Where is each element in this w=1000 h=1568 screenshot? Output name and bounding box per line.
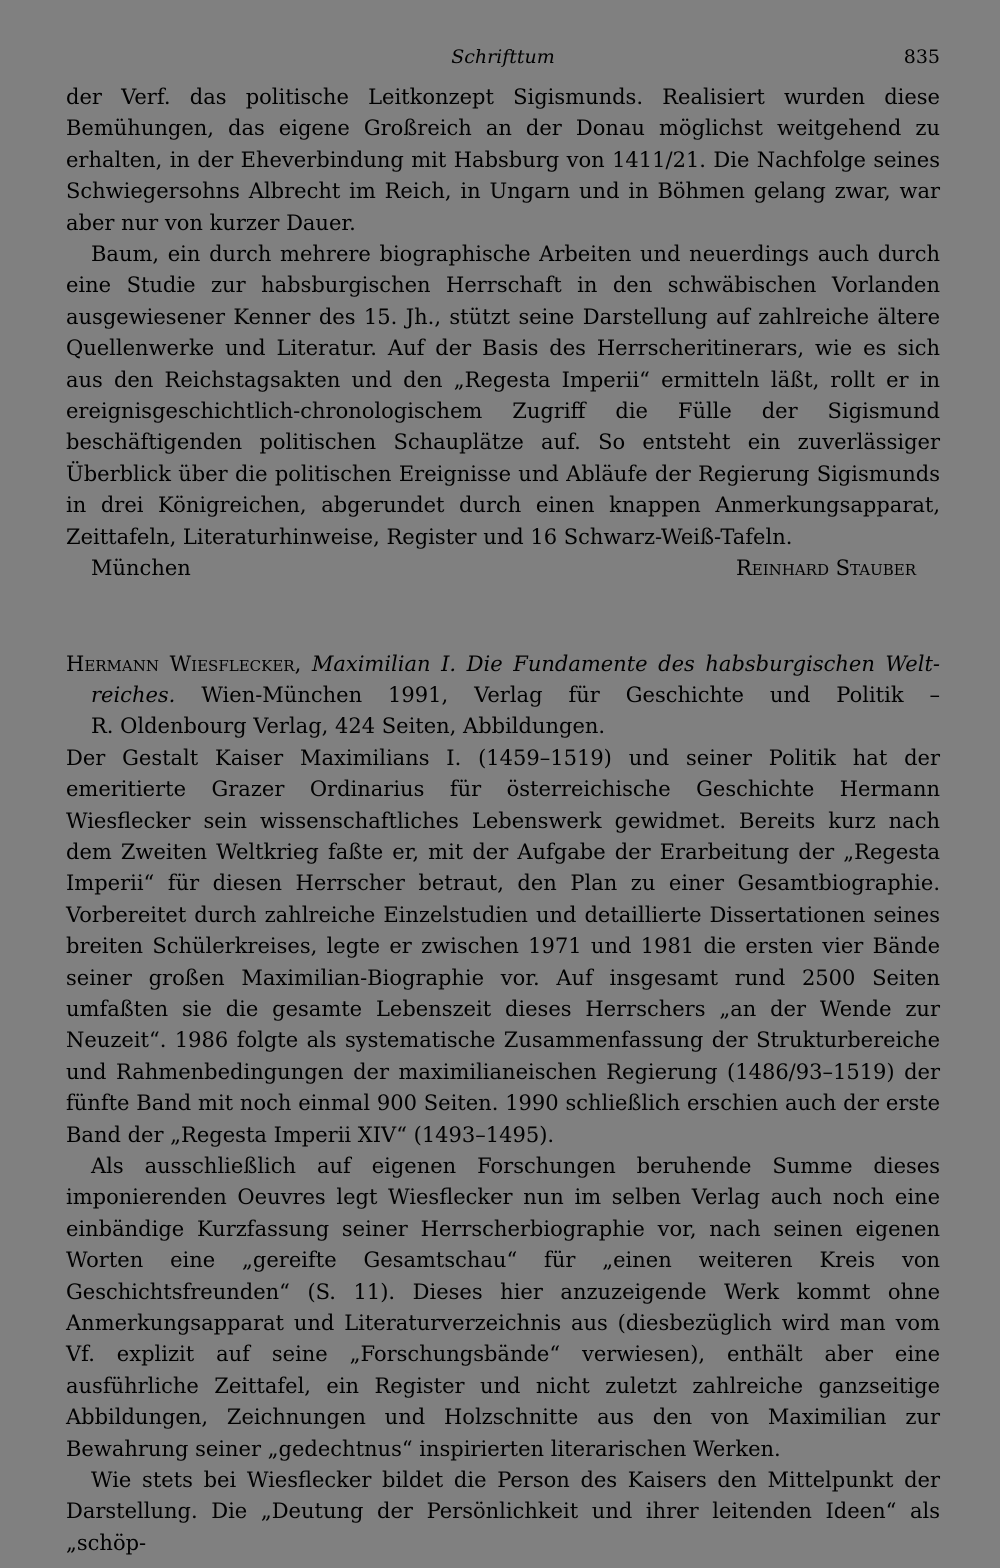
bibliographic-line-1 [66,649,940,680]
signature-reviewer: Reinhard Stauber [735,556,916,581]
signature-place: München [91,556,191,581]
review-signature [66,553,940,584]
first-review-body [66,82,940,553]
second-review-paragraph-3: Wie stets bei Wiesflecker bildet die Person des Kaisers den Mittelpunkt der Darstellung. Die „Deutung der Persönlichkeit und ihrer leitenden Ideen“ als „schöp- [66,1468,940,1555]
publication-details-1: Wien-München 1991, Verlag für Geschichte und Politik – [201,682,940,707]
book-title-part-1: Maximilian I. Die Fundamente des habsburgischen Welt- [311,651,940,676]
running-title: Schrifttum [451,46,555,68]
second-review-body [66,743,940,1560]
page-number: 835 [903,46,940,68]
bibliographic-line-2 [66,680,940,711]
running-header [66,42,940,82]
publication-details-2: R. Oldenbourg Verlag, 424 Seiten, Abbildungen. [91,714,606,739]
first-review-paragraph-1: der Verf. das politische Leitkonzept Sigismunds. Realisiert wurden diese Bemühungen, das eigene Großreich an der Donau möglichst weitgehend zu erhalten, in der Eheverbindung mit Habsburg von 1411/21. Die Nachfolge seines Schwiegersohns Albrecht im Reich, in Ungarn und in Böhmen gelang zwar, war aber nur von kurzer Dauer. [66,85,940,235]
book-author: Hermann Wiesflecker, [66,651,302,676]
second-review-heading [66,649,940,743]
second-review-paragraph-1: Der Gestalt Kaiser Maximilians I. (1459–1519) und seiner Politik hat der emeritierte Grazer Ordinarius für österreichische Geschichte Hermann Wiesflecker sein wissenschaftliches Lebenswerk gewidmet. Bereits kurz nach dem Zweiten Weltkrieg faßte er, mit der Aufgabe der Erarbeitung der „Regesta Imperii“ für diesen Herrscher betraut, den Plan zu einer Gesamtbiographie. Vorbereitet durch zahlreiche Einzelstudien und detaillierte Dissertationen seines breiten Schülerkreises, legte er zwischen 1971 und 1981 die ersten vier Bände seiner großen Maximilian-Biographie vor. Auf insgesamt rund 2500 Seiten umfaßten sie die gesamte Lebenszeit dieses Herrschers „an der Wende zur Neuzeit“. 1986 folgte als systematische Zusammenfassung der Strukturbereiche und Rahmenbedingungen der maximilianeischen Regierung (1486/93–1519) der fünfte Band mit noch einmal 900 Seiten. 1990 schließlich erschien auch der erste Band der „Regesta Imperii XIV“ (1493–1495). [66,745,940,1147]
second-review-paragraph-2: Als ausschließlich auf eigenen Forschungen beruhende Summe dieses imponierenden Oeuvres legt Wiesflecker nun im selben Verlag auch noch eine einbändige Kurzfassung seiner Herrscherbiographie vor, nach seinen eigenen Worten eine „gereifte Gesamtschau“ für „einen weiteren Kreis von Geschichtsfreunden“ (S. 11). Dieses hier anzuzeigende Werk kommt ohne Anmerkungsapparat und Literaturverzeichnis aus (diesbezüglich wird man vom Vf. explizit auf seine „Forschungsbände“ verwiesen), enthält aber eine ausführliche Zeittafel, ein Register und nicht zuletzt zahlreiche ganzseitige Abbildungen, Zeichnungen und Holzschnitte aus den von Maximilian zur Bewahrung seiner „gedechtnus“ inspirierten literarischen Werken. [66,1154,940,1461]
first-review-paragraph-2: Baum, ein durch mehrere biographische Arbeiten und neuerdings auch durch eine Studie zur habsburgischen Herrschaft in den schwäbischen Vorlanden ausgewiesener Kenner des 15. Jh., stützt seine Darstellung auf zahlreiche ältere Quellenwerke und Literatur. Auf der Basis des Herrscheritinerars, wie es sich aus den Reichstagsakten und den „Regesta Imperii“ ermitteln läßt, rollt er in ereignisgeschichtlich-chronologischem Zugriff die Fülle der Sigismund beschäftigenden politischen Schauplätze auf. So entsteht ein zuverlässiger Überblick über die politischen Ereignisse und Abläufe der Regierung Sigismunds in drei Königreichen, abgerundet durch einen knappen Anmerkungsapparat, Zeittafeln, Literaturhinweise, Register und 16 Schwarz-Weiß-Tafeln. [66,242,940,549]
book-title-part-2: reiches. [91,682,176,707]
